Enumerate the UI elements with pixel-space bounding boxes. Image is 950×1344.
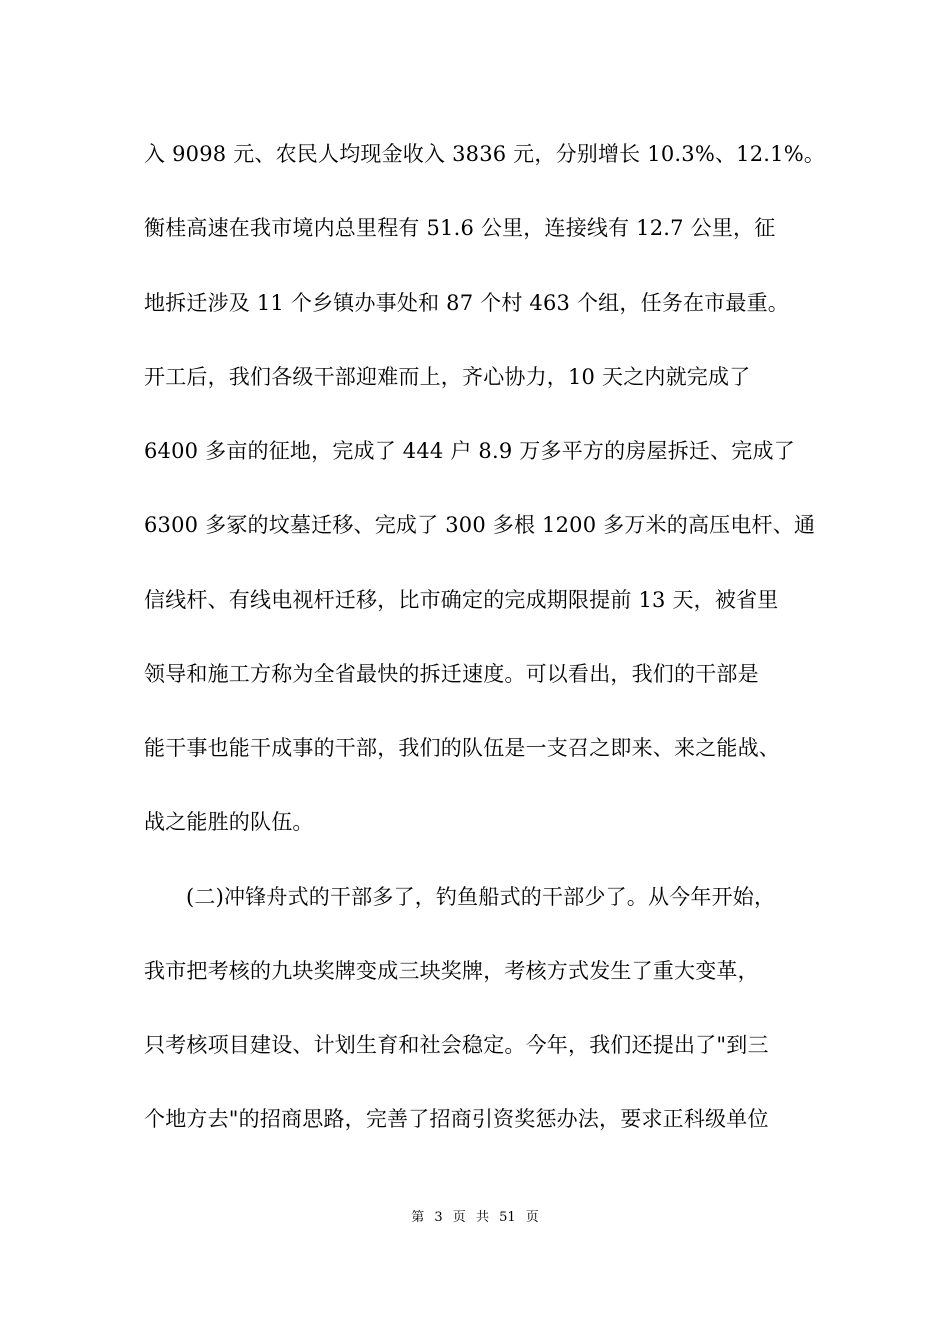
text-line-3: 地拆迁涉及 11 个乡镇办事处和 87 个村 463 个组，任务在市最重。	[144, 291, 789, 315]
text-line-9: 能干事也能干成事的干部，我们的队伍是一支召之即来、来之能战、	[144, 736, 780, 760]
page-footer	[0, 1208, 950, 1228]
text-line-4: 开工后，我们各级干部迎难而上，齐心协力，10 天之内就完成了	[144, 365, 751, 389]
text-line-5: 6400 多亩的征地，完成了 444 户 8.9 万多平方的房屋拆迁、完成了	[144, 439, 795, 463]
paragraph-heading-line: (二)冲锋舟式的干部多了，钓鱼船式的干部少了。从今年开始，	[186, 885, 776, 909]
text-line-12: 我市把考核的九块奖牌变成三块奖牌，考核方式发生了重大变革，	[144, 959, 759, 983]
text-line-1: 入 9098 元、农民人均现金收入 3836 元，分别增长 10.3%、12.1%。	[144, 142, 826, 166]
text-line-14: 个地方去"的招商思路，完善了招商引资奖惩办法，要求正科级单位	[144, 1107, 769, 1131]
footer-page-number: 3	[434, 1210, 443, 1225]
text-line-2: 衡桂高速在我市境内总里程有 51.6 公里，连接线有 12.7 公里，征	[144, 216, 776, 240]
text-line-13: 只考核项目建设、计划生育和社会稳定。今年，我们还提出了"到三	[144, 1033, 769, 1057]
text-line-10: 战之能胜的队伍。	[144, 810, 314, 834]
text-line-7: 信线杆、有线电视杆迁移，比市确定的完成期限提前 13 天，被省里	[144, 588, 779, 612]
footer-prefix: 第	[411, 1210, 425, 1225]
text-line-8: 领导和施工方称为全省最快的拆迁速度。可以看出，我们的干部是	[144, 662, 759, 686]
footer-suffix: 页	[525, 1210, 539, 1225]
footer-total-pages: 51	[499, 1210, 516, 1225]
text-line-6: 6300 多冢的坟墓迁移、完成了 300 多根 1200 多万米的高压电杆、通	[144, 513, 816, 537]
footer-total-label: 共	[475, 1210, 489, 1225]
footer-page-label: 页	[452, 1210, 466, 1225]
